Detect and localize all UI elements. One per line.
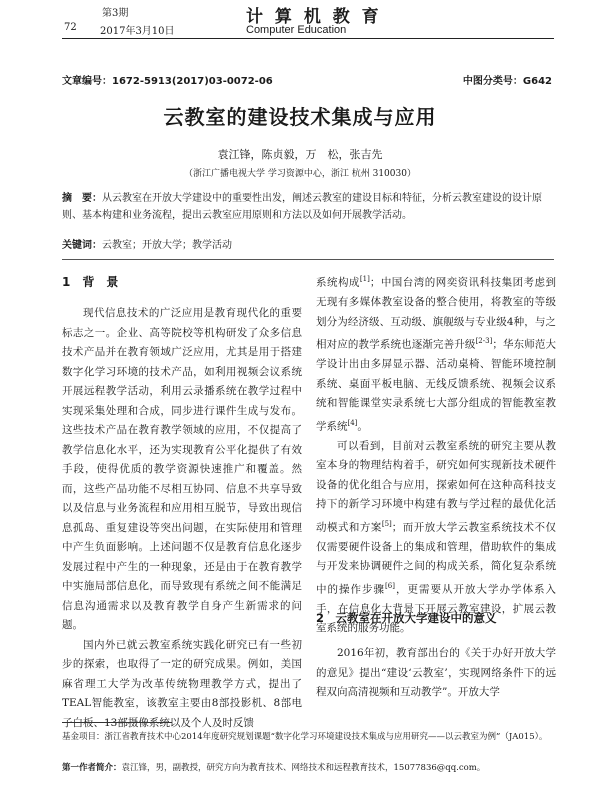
text-span: ，更需要从开放大学办学体系入手，在信息化大背景下开展云教室建设，扩展云教室系统的服务功能。	[316, 583, 557, 634]
citation: [2-3]	[475, 337, 493, 345]
citation: [4]	[347, 418, 358, 427]
keywords-text: 云教室；开放大学；教学活动	[102, 240, 232, 251]
footnote-rule	[62, 722, 172, 723]
section-2-paragraph-1: 2016年初，教育部出台的《关于办好开放大学的意见》提出“建设‘云教室’，实现网络条件下的远程双向高清视频和互动教学”。开放大学	[316, 647, 556, 698]
author-footnote	[62, 761, 558, 776]
page-number: 72	[64, 22, 77, 33]
text-span: 可以看到，目前对云教室系统的研究主要从教室本身的物理结构着手，研究如何实现新技术硬件设备的优化组合与应用，探索如何在这种高科技支持下的新学习环境中构建有教与学过程的最优化活动模式和方案	[316, 439, 556, 533]
classification-number: 中图分类号：G642	[462, 76, 552, 87]
text-span: ；华东师范大学设计出由多屏显示器、活动桌椅、智能环境控制系统、桌面平板电脑、无线反馈系统、视频会议系统和智能课堂实录系统七大部分组成的智能教室教学系统	[316, 338, 557, 432]
keywords-label: 关键词：	[62, 240, 102, 251]
header-rule	[62, 38, 554, 39]
right-paragraph-2	[316, 437, 556, 639]
abstract	[62, 190, 558, 224]
author-footnote-text: 袁江锋，男，副教授，研究方向为教育技术、网络技术和远程教育技术，15077836@qq.com。	[121, 763, 486, 773]
section-2-heading: 2 云教室在开放大学建设中的意义	[316, 611, 497, 625]
affiliation: （浙江广播电视大学 学习资源中心，浙江 杭州 310030）	[184, 169, 416, 179]
text-span: ；中国台湾的网奕资讯科技集团考虑到无现有多媒体教室设备的整合使用，将教室的等级划分为经济级、互动级、旗舰级与专业级4种，与之相对应的教学系统也逐渐完善升级	[316, 276, 557, 351]
issue-number: 第3期	[102, 8, 129, 19]
citation: [5]	[381, 519, 392, 528]
author-list: 袁江锋，陈贞毅，万 松，张吉先	[217, 148, 383, 161]
section-1-heading: 1 背 景	[62, 275, 119, 289]
abstract-divider	[62, 259, 554, 260]
left-column	[62, 304, 302, 733]
journal-name-cn: 计 算 机 教 育	[246, 7, 382, 27]
right-column	[316, 270, 556, 639]
text-span: ；而开放大学云教室系统技术不仅仅需要硬件设备上的集成和管理，借助软件的集成与开发来协调硬件之间的构成关系，简化复杂系统中的操作步骤	[316, 521, 557, 595]
issue-date: 2017年3月10日	[100, 26, 175, 37]
citation: [6]	[385, 581, 395, 590]
article-number: 文章编号：1672-5913(2017)03-0072-06	[62, 76, 273, 87]
abstract-text: 从云教室在开放大学建设中的重要性出发，阐述云教室的建设目标和特征，分析云教室建设的设计原则、基本构建和业务流程，提出云教室应用原则和方法以及如何开展教学活动。	[62, 193, 542, 221]
paper-title: 云教室的建设技术集成与应用	[163, 105, 437, 129]
section-1-paragraph-2: 国内外已就云教室系统实践化研究已有一些初步的探索，也取得了一定的研究成果。例如，美国麻省理工大学为改革传统物理教学方式，提出了TEAL智能教室，该教室主要由8部投影机、8部电子白板、13部摄像系统以及个人及时反馈	[62, 638, 302, 729]
citation: [1]	[359, 275, 370, 283]
section-2-body	[316, 644, 556, 703]
text-span: 。	[357, 420, 368, 432]
author-footnote-label: 第一作者简介：	[62, 763, 122, 773]
right-paragraph-1	[316, 270, 556, 437]
funding-footnote: 基金项目：浙江省教育技术中心2014年度研究规划课题“数字化学习环境建设技术集成与应用研究——以云教室为例”（JA015）。	[62, 732, 548, 742]
journal-name-en: Computer Education	[246, 24, 347, 36]
keywords	[62, 236, 558, 251]
section-1-paragraph-1: 现代信息技术的广泛应用是教育现代化的重要标志之一。企业、高等院校等机构研发了众多信息技术产品并在教育领域广泛应用，尤其是用于搭建数字化学习环境的技术产品，如利用视频会议系统开展远程教学活动，利用云录播系统在教学过程中实现采集处理和合成，同步进行课件生成与发布。这些技术产品在教育教学领域的应用，不仅提高了教学信息化水平，还为实现教育公平化提供了有效手段，使得优质的教学资源快速推广和覆盖。然而，这些产品功能不尽相互协同、信息不共享导致以及信息与业务流程和应用相互脱节，导致出现信息孤岛、重复建设等突出问题，在实际使用和管理中产生负面影响。上述问题不仅是教育信息化逐步发展过程中产生的一种现象，还是由于在教育教学中实施局部信息化，而导致现有系统之间不能满足信息沟通需求以及教育教学自身产生新需求的问题。	[62, 307, 302, 631]
abstract-label: 摘 要：	[62, 193, 102, 204]
text-span: 系统构成	[316, 276, 360, 289]
